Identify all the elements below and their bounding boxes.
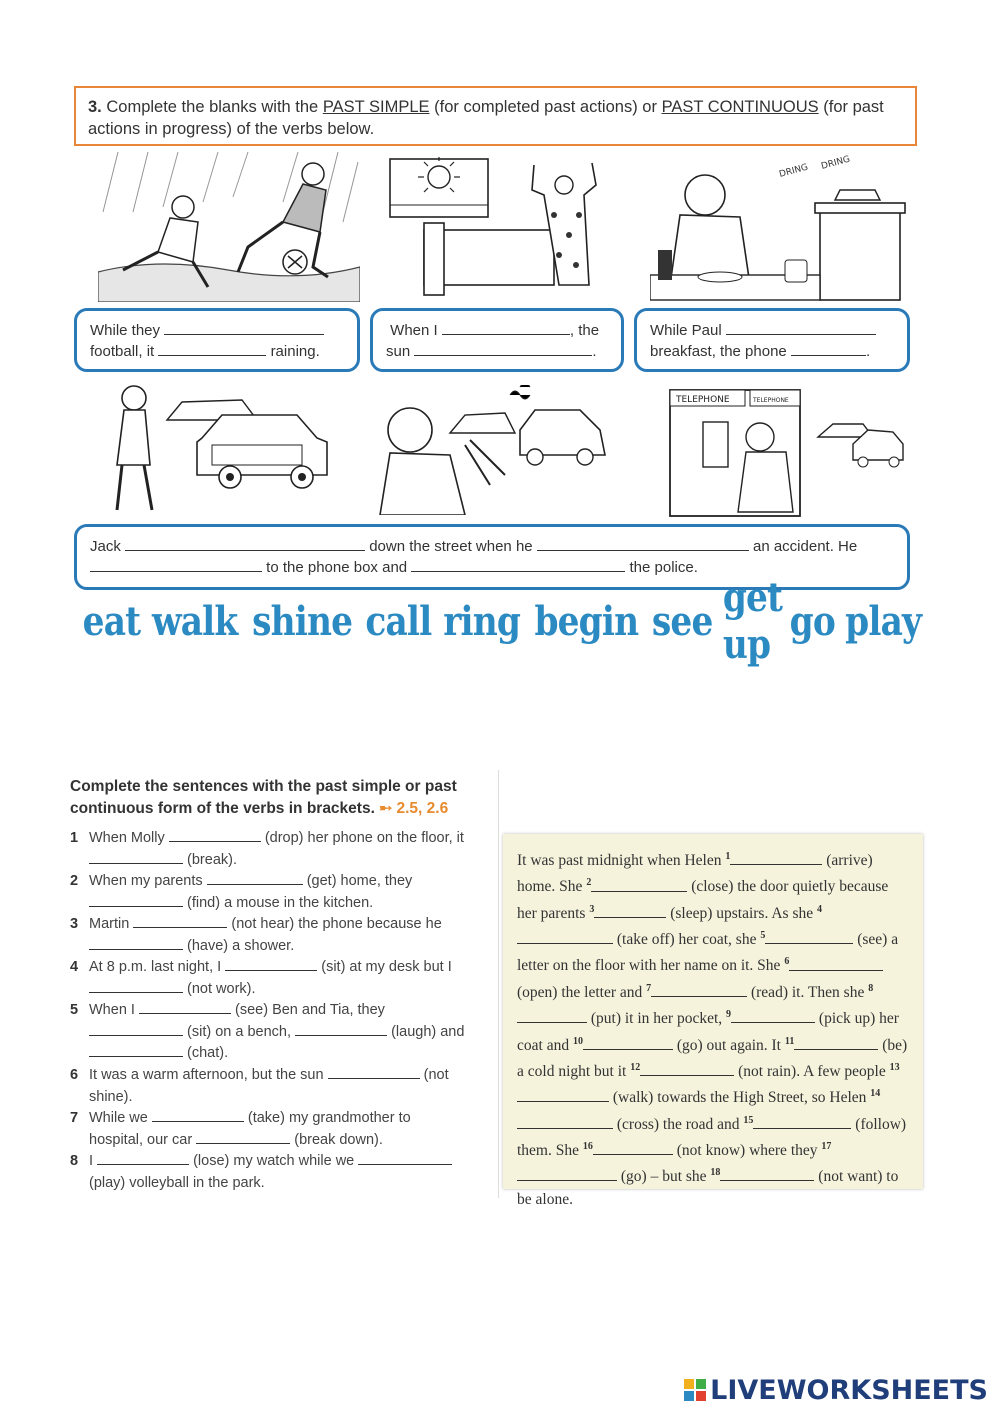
item-text: (break). [187,851,237,868]
liveworksheets-logo-text: LIVEWORKSHEETS [710,1374,988,1406]
box1-text-2: football, it [90,343,155,360]
item-number: 3 [70,916,79,932]
sentence-item-2 [70,871,490,914]
story-segment: (be) a cold night but it [517,1036,908,1081]
instruction-intro: Complete the blanks with the [106,98,319,116]
item-text: (sit) on a bench, [187,1023,292,1040]
box4-text-3: an accident. He [752,538,858,555]
answer-blank[interactable] [89,936,183,950]
answer-blank[interactable] [152,1108,244,1122]
item-text: At 8 p.m. last night, I [89,959,222,975]
story-segment: (follow) them. She [517,1115,907,1160]
story-blank-13[interactable] [517,1087,609,1102]
box2-blank-2[interactable] [414,341,592,356]
box2-text-1: When I [390,322,438,339]
story-segment: (not rain). A few people [738,1063,886,1081]
box4-text-5: the police. [629,559,698,576]
blank-number: 16 [582,1140,593,1152]
box2-blank-1[interactable] [442,320,570,335]
box4-text-4: to the phone box and [266,559,408,576]
story-segment: (pick up) her coat and [517,1010,899,1054]
exercise-3-instructions [74,86,917,146]
term-past-simple: PAST SIMPLE [322,98,430,116]
sentence-item-7 [70,1108,490,1151]
box3-text-1: While Paul [650,322,722,339]
story-segment: (sleep) upstairs. As she [670,904,814,922]
story-blank-4[interactable] [517,929,613,944]
helen-story-exercise [503,834,923,1208]
item-text: (lose) my watch while we [193,1153,355,1169]
story-blank-2[interactable] [591,877,687,892]
story-segment: (read) it. Then she [750,983,865,1001]
answer-blank[interactable] [89,850,183,864]
accident-picture [370,385,618,515]
answer-blank[interactable] [139,1000,231,1014]
answer-blank[interactable] [207,871,303,885]
man-walking-picture [112,380,344,516]
story-text [517,846,909,1211]
blank-number: 11 [784,1035,795,1047]
story-segment: (go) out again. It [676,1036,781,1054]
item-number: 4 [70,959,79,975]
story-blank-1[interactable] [730,850,822,865]
story-segment: (see) a letter on the floor with her name on it. She [517,931,899,975]
sentence-box-football [74,308,360,372]
answer-blank[interactable] [295,1022,387,1036]
blank-number: 3 [589,903,595,915]
box4-blank-1[interactable] [125,536,365,551]
box3-text-3: . [865,343,871,360]
box3-text-2: breakfast, the phone [650,343,787,360]
item-text: When Molly [89,830,165,846]
item-text: (take) my grandmother to [247,1110,411,1126]
story-blank-3[interactable] [594,903,666,918]
item-number: 6 [70,1067,79,1083]
exercise-title [70,776,490,820]
story-blank-9[interactable] [731,1008,815,1023]
story-blank-8[interactable] [517,1008,587,1023]
item-text: Martin [89,916,130,932]
term-past-continuous-note: (for past actions in progress) of the verbs below. [88,98,884,138]
telephone-box-picture [668,382,908,518]
item-text: (laugh) and [391,1023,465,1040]
blank-number: 14 [870,1088,881,1100]
box4-blank-3[interactable] [90,557,262,572]
story-segment: (put) it in her pocket, [590,1010,723,1028]
story-segment: (walk) towards the High Street, so Helen [612,1089,867,1107]
answer-blank[interactable] [89,1043,183,1057]
story-blank-16[interactable] [593,1140,673,1155]
item-text: (break down). [294,1131,383,1148]
item-number: 7 [70,1110,79,1126]
item-text: shine). [89,1088,133,1105]
box2-text-4: . [592,343,597,360]
item-text: (chat). [187,1045,229,1061]
box1-blank-2[interactable] [158,341,266,356]
story-segment: (arrive) home. She [517,852,873,896]
verb-go: go [790,597,836,645]
football-rain-picture [98,152,360,302]
story-blank-18[interactable] [720,1166,814,1181]
box4-text-1: Jack [90,538,121,555]
item-text: (see) Ben and Tia, they [235,1002,385,1018]
blank-number: 1 [725,851,731,862]
sentence-item-1 [70,828,490,871]
blank-number: 10 [572,1035,583,1047]
grammar-reference: ➸ 2.5, 2.6 [379,800,449,817]
liveworksheets-logo [684,1374,988,1406]
blank-number: 15 [743,1114,754,1126]
story-segment: (go) – but she [620,1168,707,1186]
item-text: (get) home, they [306,873,413,889]
sentence-box-breakfast [634,308,910,372]
answer-blank[interactable] [97,1151,189,1165]
item-text: (not work). [187,980,256,997]
story-blank-10[interactable] [583,1035,673,1050]
blank-number: 8 [868,982,874,994]
story-segment: (close) the door quietly because her parents [517,878,889,922]
item-text: (drop) her phone on the floor, it [264,830,464,846]
sentence-item-8 [70,1151,490,1194]
sentence-item-4 [70,957,490,1000]
story-segment: (take off) her coat, she [616,931,757,949]
phonebox-label-1: TELEPHONE [676,395,730,405]
ring-sound-text-1: DRING [778,162,810,180]
item-number: 5 [70,1002,79,1018]
box2-text-3: sun [386,343,411,360]
item-number: 2 [70,873,79,889]
verb-see: see [652,597,713,645]
story-segment: (cross) the road and [616,1115,740,1133]
answer-blank[interactable] [225,957,317,971]
verb-call: call [365,597,432,645]
answer-blank[interactable] [169,828,261,842]
verb-get-up: get up [722,574,782,668]
sentence-item-6 [70,1065,490,1108]
verb-shine: shine [252,597,353,645]
verb-play: play [845,597,922,645]
verb-bank [78,574,922,668]
term-past-simple-note: (for completed past actions) or [434,98,657,116]
item-text: When my parents [89,873,203,889]
item-number: 8 [70,1153,79,1169]
box1-text-1: While they [90,322,161,339]
blank-number: 6 [784,956,790,968]
item-text: I [89,1153,94,1169]
item-text: hospital, our car [89,1131,193,1148]
answer-blank[interactable] [89,1022,183,1036]
story-segment: (not want) to be alone. [517,1168,899,1208]
box1-blank-1[interactable] [164,320,324,335]
story-blank-11[interactable] [794,1035,878,1050]
blank-number: 4 [816,903,822,915]
sentence-item-5 [70,1000,490,1065]
sentence-item-3 [70,914,490,957]
verb-ring: ring [443,597,521,645]
story-blank-6[interactable] [789,956,883,971]
story-blank-17[interactable] [517,1166,617,1181]
blank-number: 7 [646,982,652,994]
story-segment: (not know) where they [676,1142,818,1160]
blank-number: 17 [821,1140,832,1152]
item-text: While we [89,1110,148,1126]
box1-text-3: raining. [270,343,320,360]
answer-blank[interactable] [133,914,227,928]
item-text: (sit) at my desk but I [321,959,452,975]
sentence-box-sun [370,308,624,372]
exercise-title-text: Complete the sentences with the past simple or past continuous form of the verbs in brackets. [70,778,457,817]
phonebox-label-2: TELEPHONE [753,397,789,404]
story-blank-12[interactable] [640,1061,734,1076]
item-text: It was a warm afternoon, but the sun [89,1067,324,1083]
liveworksheets-logo-icon [684,1379,706,1401]
item-text: (play) volleyball in the park. [89,1174,265,1191]
item-number: 1 [70,830,79,846]
blank-number: 9 [726,1009,732,1021]
blank-number: 12 [630,1061,641,1073]
box4-blank-2[interactable] [537,536,749,551]
sunny-bedroom-picture [384,155,614,303]
exercise-number: 3. [88,98,102,116]
box3-blank-1[interactable] [726,320,876,335]
answer-blank[interactable] [89,893,183,907]
box3-blank-2[interactable] [791,341,866,356]
answer-blank[interactable] [196,1130,290,1144]
breakfast-phone-picture [650,155,908,303]
item-text: (have) a shower. [187,937,295,954]
story-blank-14[interactable] [517,1114,613,1129]
story-blank-5[interactable] [765,929,853,944]
verb-eat: eat [82,597,141,645]
story-blank-15[interactable] [753,1114,851,1129]
story-blank-7[interactable] [651,982,747,997]
item-text: When I [89,1002,135,1018]
box4-blank-4[interactable] [411,557,625,572]
blank-number: 13 [889,1061,900,1073]
story-segment: (open) the letter and [517,983,643,1001]
blank-number: 18 [710,1167,721,1179]
box4-text-2: down the street when he [369,538,533,555]
ring-sound-text-2: DRING [820,155,852,172]
blank-number: 2 [586,877,592,889]
answer-blank[interactable] [358,1151,452,1165]
sentence-box-accident [74,524,910,590]
answer-blank[interactable] [89,979,183,993]
box2-text-2: , the [569,322,600,339]
story-segment: It was past midnight when Helen [517,852,722,870]
verb-walk: walk [151,597,238,645]
item-text: (find) a mouse in the kitchen. [187,894,374,911]
answer-blank[interactable] [328,1065,420,1079]
verb-begin: begin [534,597,639,645]
item-text: (not hear) the phone because he [231,916,442,932]
item-text: (not [423,1067,449,1083]
past-tense-sentences-exercise [62,770,499,1198]
blank-number: 5 [760,930,766,942]
term-past-continuous: PAST CONTINUOUS [661,98,819,116]
